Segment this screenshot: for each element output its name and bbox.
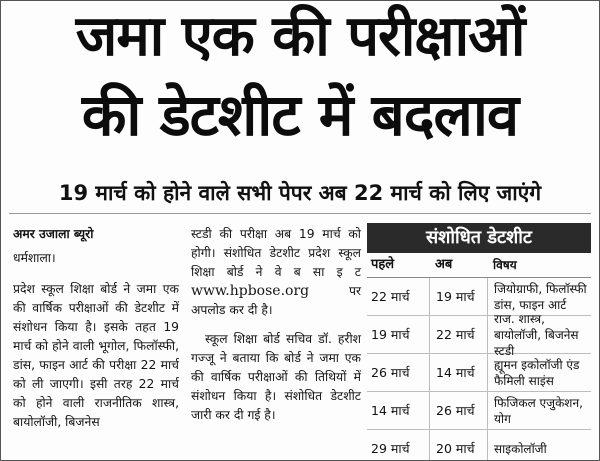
- row-subject: राज. शास्त्र, बायोलॉजी, बिजनेस स्टडी: [494, 311, 579, 358]
- row-new-date: 14 मार्च: [430, 354, 488, 391]
- row-subject: साइकोलॉजी: [494, 441, 547, 456]
- divider: [9, 213, 591, 214]
- row-subject: ह्यूमन इकोलॉजी एंड फैमिली साइंस: [494, 357, 580, 388]
- row-before-date: 22 मार्च: [367, 278, 430, 315]
- article-paragraph-3: स्कूल शिक्षा बोर्ड सचिव डॉ. हरीश गज्जू ने बताया कि बोर्ड ने जमा एक की वार्षिक परीक्षाओं की तिथियों में संशोधन किया है। संशोधित डेटशीट जारी कर दी गई है।: [191, 332, 361, 422]
- article-paragraph-2: [191, 225, 361, 320]
- article-column-2: [191, 225, 361, 435]
- article-paragraph-1: प्रदेश स्कूल शिक्षा बोर्ड ने जमा एक की वार्षिक परीक्षाओं की डेटशीट में संशोधन किया है। इसके तहत 19 मार्च को होने वाली भूगोल, फिलॉस्फी, डांस, फाइन आर्ट की परीक्षा 22 मार्च को ली जाएगी। इसी तरह 22 मार्च को होने वाली राजनीतिक शास्त्र, बायोलॉजी, बिजनेस: [13, 282, 179, 429]
- row-new-date: 22 मार्च: [430, 316, 488, 353]
- row-new-date: 20 मार्च: [430, 430, 488, 461]
- subheadline: 19 मार्च को होने वाले सभी पेपर अब 22 मार्च को लिए जाएंगे: [58, 181, 542, 205]
- dateline: धर्मशाला।: [13, 251, 56, 265]
- datesheet-header-row: [367, 253, 591, 278]
- row-before-date: 26 मार्च: [367, 354, 430, 391]
- header-subject: विषय: [493, 258, 517, 272]
- article-paragraph-2-text: स्टडी की परीक्षा अब 19 मार्च को होगी। संशोधित डेटशीट प्रदेश स्कूल शिक्षा बोर्ड ने वे ब सा इ ट: [191, 227, 361, 279]
- article-paragraph-2-end: पर अपलोड कर दी है।: [191, 284, 361, 317]
- table-row: [367, 311, 591, 358]
- table-row: [367, 430, 591, 461]
- byline: अमर उजाला ब्यूरो: [13, 227, 94, 241]
- website-url: www.hpbose.org: [191, 283, 310, 299]
- header-before: पहले: [371, 257, 395, 272]
- headline-line-2: की डेटशीट में बदलाव: [81, 81, 519, 149]
- article-column-1: [13, 225, 179, 442]
- datesheet-table: [367, 223, 591, 459]
- row-before-date: 29 मार्च: [367, 430, 430, 461]
- headline-line-1: जमा एक की परीक्षाओं: [75, 4, 525, 69]
- header-now: अब: [435, 257, 453, 272]
- row-before-date: 19 मार्च: [367, 316, 430, 353]
- row-new-date: 19 मार्च: [430, 278, 488, 315]
- row-subject: जियोग्राफी, फिलॉस्फी डांस, फाइन आर्ट: [494, 281, 587, 312]
- row-before-date: 14 मार्च: [367, 392, 430, 429]
- table-row: [367, 354, 591, 392]
- row-subject: फिजिकल एजुकेशन, योग: [494, 395, 583, 426]
- table-row: [367, 392, 591, 430]
- row-new-date: 26 मार्च: [430, 392, 488, 429]
- datesheet-title: संशोधित डेटशीट: [367, 223, 591, 253]
